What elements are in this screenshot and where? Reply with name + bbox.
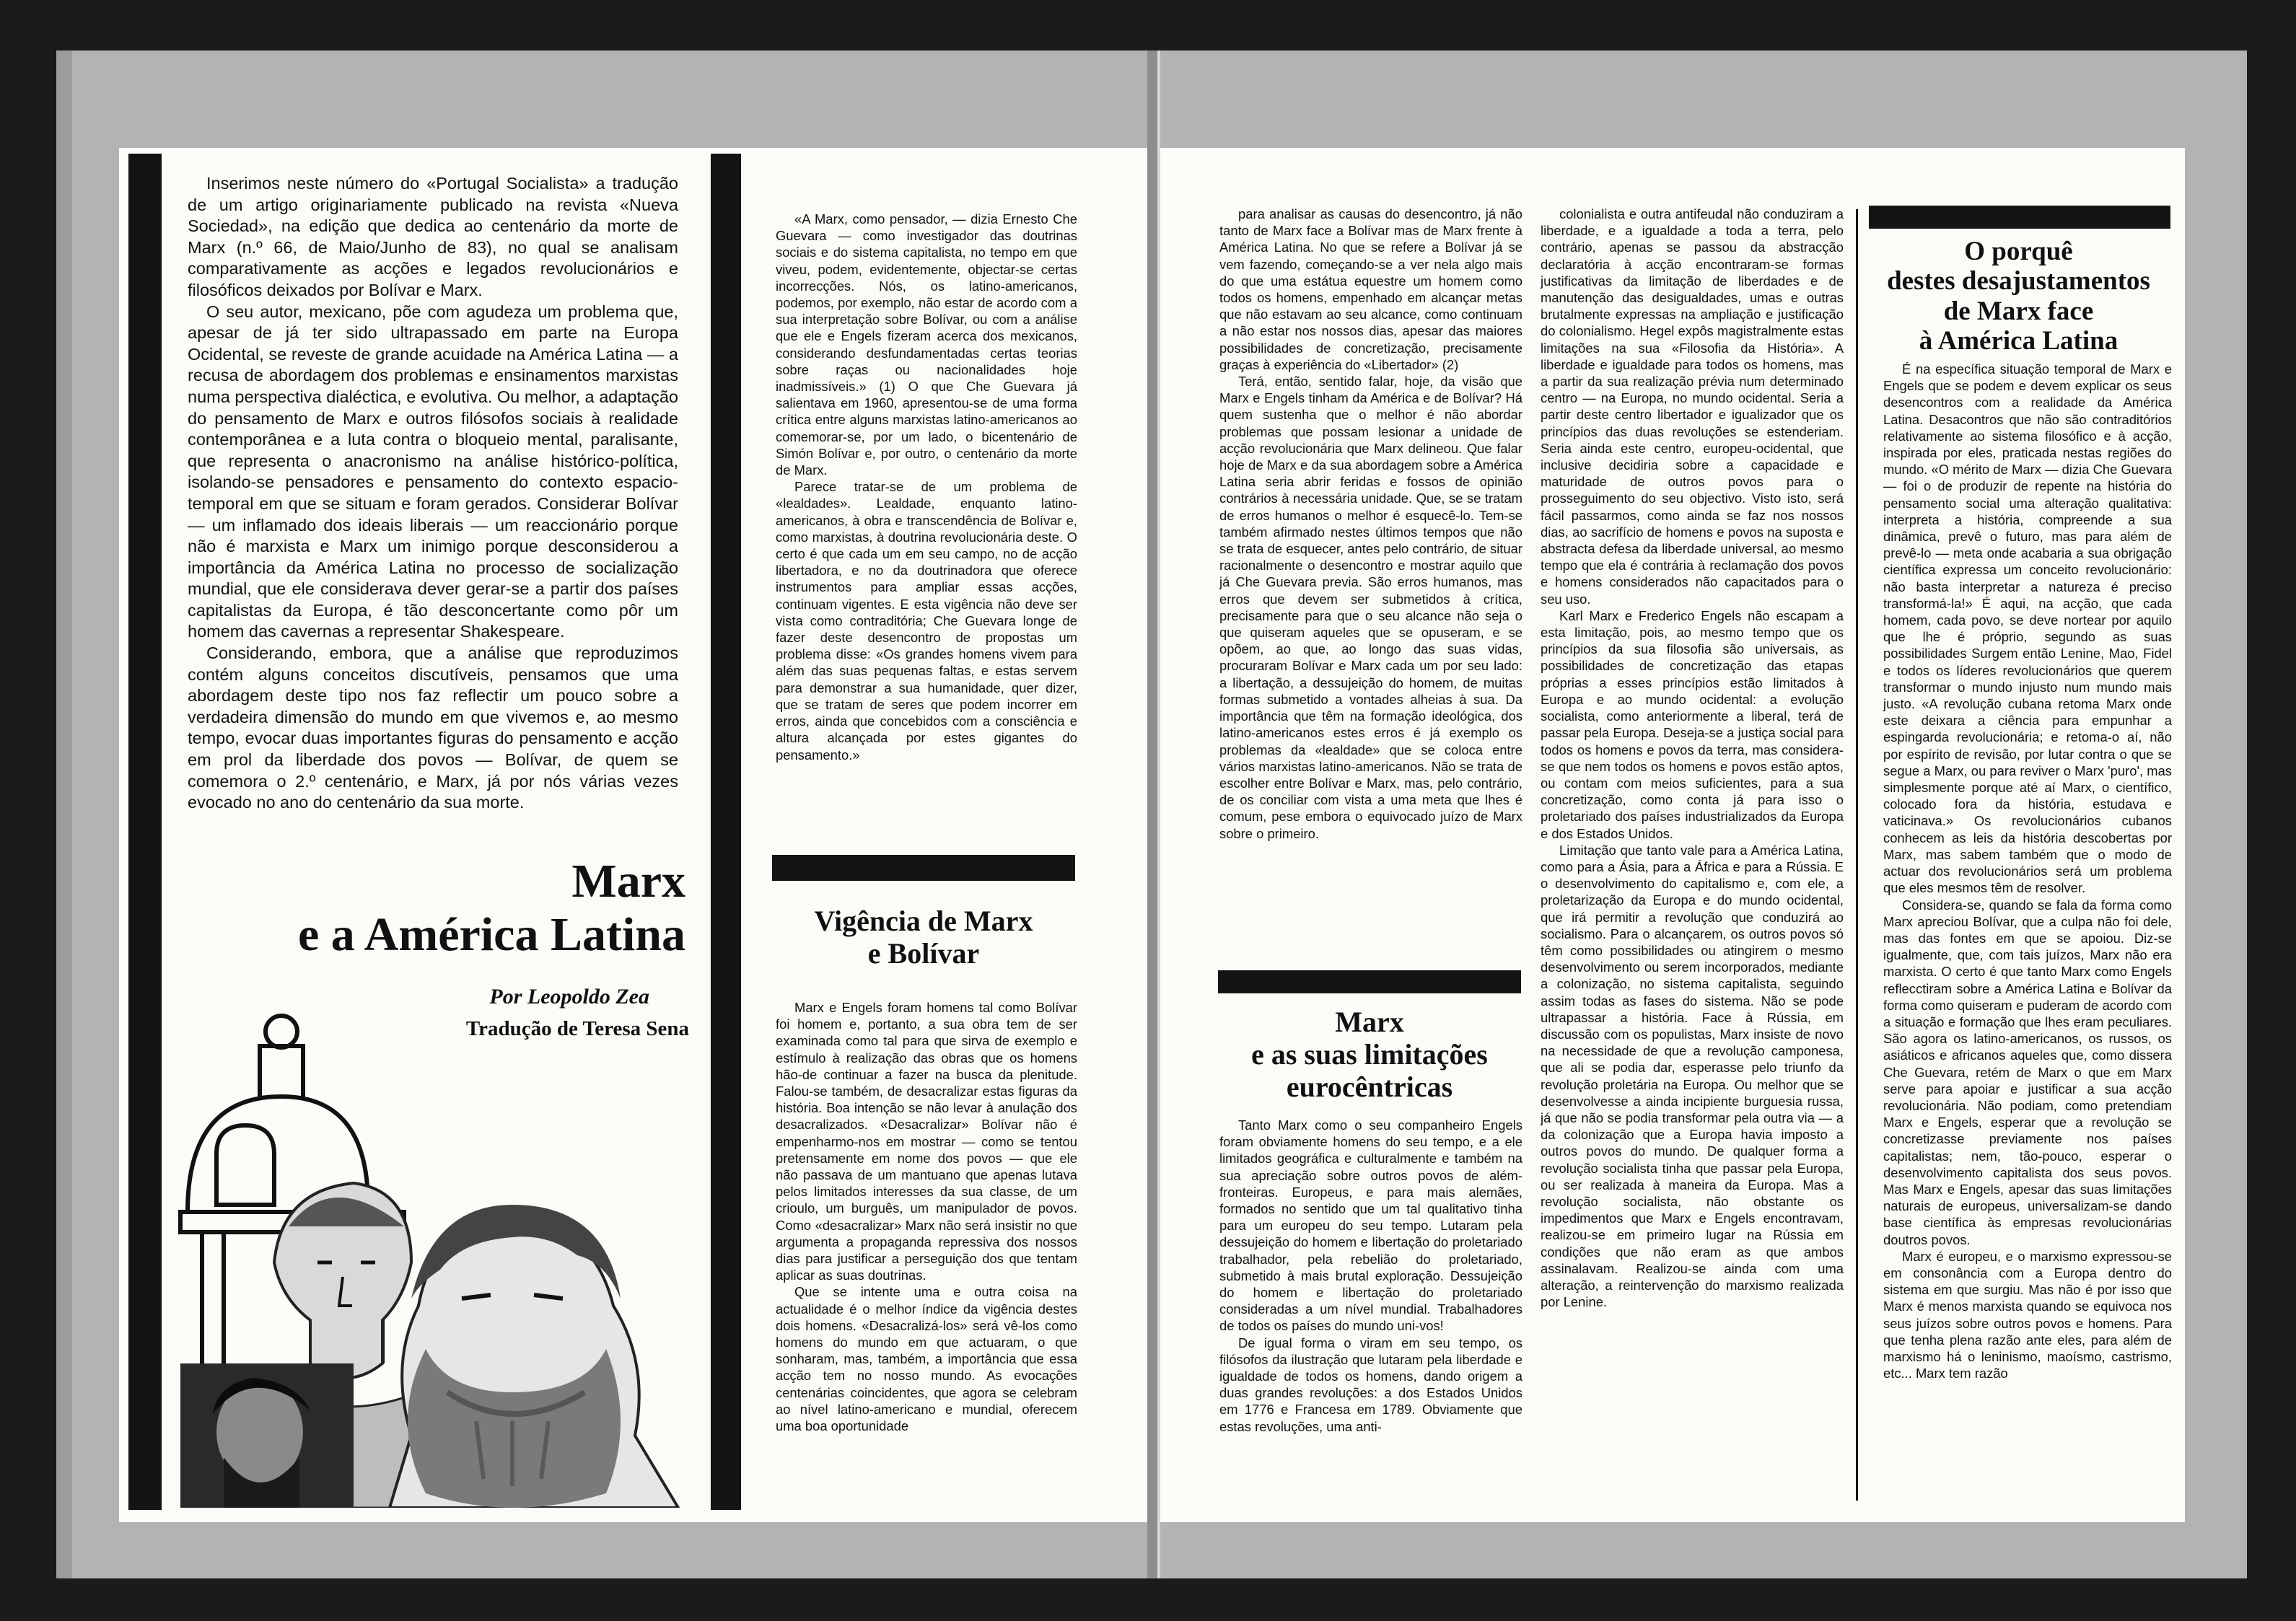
body-paragraph: Tanto Marx como o seu companheiro Engels foram obviamente homens do seu tempo, e a ele limitados geográfica e culturalmente e também na sua apreciação sobre outros povos de além-fronteiras. Europeus, e para mais alemães, formados no sentido que um tal qualitativo tinha para um europeu do seu tempo. Lutaram pela dessujeição do homem e libertação do proletariado trabalhador, pela rebelião do proletariado, submetido à mais brutal exploração. Dessujeição do homem e libertação do proletariado consideradas a um nível mundial. Trabalhadores de todos os países do mundo uni-vos! bbox=[1219, 1117, 1522, 1334]
body-paragraph: Marx e Engels foram homens tal como Bolívar foi homem e, portanto, a sua obra tem de ser examinada como tal para que sirva de exemplo e estímulo à realização das obras que os homens hão-de continuar a fazer na busca da plenitude. Falou-se também, de desacralizar estas figuras da história. Boa intenção se não levar à anulação dos desacralizados. «Desacralizar» Bolívar não é empenharmo-nos em mostrar — como se tentou pretensamente em nome dos povos — que ele não passava de um mantuano que apenas lutava pelos limitados interesses da sua classe, de um crioulo, um burguês, um manipulador de povos. Como «desacralizar» Marx não será insistir no que argumenta a propaganda repressiva dos nossos dias para justificar a perseguição dos que tentam aplicar as suas doutrinas. bbox=[776, 1000, 1077, 1283]
body-paragraph: Que se intente uma e outra coisa na actualidade é o melhor índice da vigência destes dois homens. «Desacralizá-los» será vê-los como homens do mundo em que actuaram, o que sonharam, mas, também, a importância que essa acção tem no nosso mundo. As evocações centenárias coincidentes, que agora se celebram ao nível latino-americano e mundial, oferecem uma boa oportunidade bbox=[776, 1284, 1077, 1434]
left-vertical-rule bbox=[128, 154, 162, 1510]
article-title-line: Marx bbox=[571, 855, 685, 908]
body-paragraph: «A Marx, como pensador, — dizia Ernesto Che Guevara — como investigador das doutrinas sociais e do sistema capitalista, no tempo em que viveu, podem, evidentemente, objectar-se certas incorrecções. Nós, os latino-americanos, podemos, por exemplo, não estar de acordo com a sua interpretação sobre Bolívar, ou com a análise que ele e Engels fizeram acerca dos mexicanos, considerando desfundamentadas certas teorias sobre raças ou nacionalidades hoje inadmissíveis.» (1) O que Che Guevara já salientava em 1960, apresentou-se de uma forma crítica entre alguns marxistas latino-americanos ao comemorar-se, por um lado, o bicentenário de Simón Bolívar e, por outro, o centenário da morte de Marx. bbox=[776, 211, 1077, 478]
body-paragraph: É na específica situação temporal de Marx e Engels que se podem e devem explicar os seus desencontros com a realidade da América Latina. Desacontros que não são contraditórios relativamente ao sistema filosófico e à acção, inspirada por eles, praticada nestas regiões do mundo. «O mérito de Marx — dizia Che Guevara — foi o de produzir de repente na história do pensamento social uma alteração qualitativa: interpreta a história, compreende a sua dinâmica, prevê o futuro, mas para além de prevê-lo — meta onde acabaria a sua obrigação científica expressa um conceito revolucionário: não basta interpretar a natureza é preciso transformá-la!» É aqui, na acção, que cada homem, cada povo, se deve nortear por aquilo que lhe é próprio, segundo as suas possibilidades Surgem então Lenine, Mao, Fidel e todos os líderes revolucionários que querem transformar o mundo injusto num mundo mais justo. «A revolução cubana retoma Marx onde este deixara a ciência para empunhar a espingarda revolucionária; e retoma-o aí, não por espírito de revisão, por lutar contra o que se segue a Marx, ou para reviver o Marx 'puro', mas simplesmente porque até aí Marx, o científico, colocado fora da história, estudava e vaticinava.» Os revolucionários cubanos conhecem as leis da história descobertas por Marx, mas sabem também que o modo de actuar dos revolucionários será um problema que eles mesmos têm de resolver. bbox=[1883, 361, 2172, 896]
column-4 bbox=[1541, 206, 1844, 1310]
body-paragraph: Marx é europeu, e o marxismo expressou-se em consonância com a Europa dentro do sistema em que surgiu. Mas não é por isso que Marx é menos marxista quando se equivoca nos seus juízos sobre outros povos e homens. Para que tenha plena razão ante eles, para além de marxismo há o leninismo, maoísmo, castrismo, etc... Marx tem razão bbox=[1883, 1248, 2172, 1381]
marx-portrait bbox=[390, 1205, 678, 1508]
intro-paragraph: Considerando, embora, que a análise que reproduzimos contém alguns conceitos discutíveis, pensamos que uma abordagem deste tipo nos faz reflectir um pouco sobre a verdadeira dimensão do mundo em que vivemos e, ao mesmo tempo, evocar duas importantes figuras do pensamento e acção em prol da liberdade dos povos — Bolívar, de quem se comemora o 2.º centenário, e Marx, já por nós várias vezes evocado no ano do centenário da sua morte. bbox=[188, 643, 678, 812]
section-title bbox=[1218, 1006, 1521, 1103]
portraits-illustration bbox=[173, 988, 707, 1508]
section-title-line: de Marx face bbox=[1943, 296, 2094, 326]
section-title bbox=[1865, 237, 2172, 356]
intro-paragraph: Inserimos neste número do «Portugal Socialista» a tradução de um artigo originariamente publicado na revista «Nueva Sociedad», na edição que dedica ao centenário da morte de Marx (n.º 66, de Maio/Junho de 83), no qual se analisam comparativamente as acções e legados revolucionários e filosóficos deixados por Bolívar e Marx. bbox=[188, 174, 678, 299]
section-title-line: Vigência de Marx bbox=[814, 905, 1033, 937]
section-title-line: O porquê bbox=[1964, 237, 2073, 266]
left-page-edge bbox=[56, 50, 72, 1578]
intro-paragraph: O seu autor, mexicano, põe com agudeza um problema que, apesar de já ter sido ultrapassado em parte na Europa Ocidental, se reveste de grande acuidade na América Latina — a recusa de abordagem dos problemas e ensinamentos marxistas numa perspectiva dialéctica, e evolutiva. Ou melhor, a adaptação do pensamento de Marx e outros filósofos sociais à realidade contemporânea e a luta contra o bloqueio mental, paralisante, que representa o anacronismo na análise histórico-política, isolando-se pensadores e pensamento do contexto espacio-temporal em que se situam e foram gerados. Considerar Bolívar — um inflamado dos ideais liberais — um reaccionário porque não é marxista e Marx um inimigo porque desconsiderou a importância da América Latina no processo de socialização mundial, que ele considerava dever gerar-se a partir dos países capitalistas da Europa, é tão desconcertante como pôr um homem das cavernas a representar Shakespeare. bbox=[188, 302, 678, 641]
column-divider bbox=[1856, 209, 1858, 1501]
body-paragraph: colonialista e outra antifeudal não conduziram a liberdade, e a igualdade a toda a terra, pelo contrário, apenas se passou da abstracção declaratória à acção encontraram-se formas justificativas da limitação de liberdades e de manutenção das desigualdades, umas e outras brutalmente expressas na ampliação e justificação do colonialismo. Hegel expôs magistralmente estas limitações na sua «Filosofia da História». A liberdade e igualdade para todos os homens, mas a partir da sua realização prévia num determinado centro — na Europa, no mundo ocidental. Seria a partir deste centro libertador e igualizador que os princípios das duas revoluções se estenderiam. Seria ainda este centro, europeu-ocidental, que inclusive decidiria sobre a capacidade e maturidade de outros povos para o prosseguimento do seu objectivo. Visto isto, será fácil passarmos, como ainda se faz nos nossos dias, ao sacrifício de homens e povos na suposta e abstracta defesa da liberdade universal, ao mesmo tempo que ela é contrária à reclamação dos povos e homens considerados não capacitados para o seu uso. bbox=[1541, 206, 1844, 607]
column-2-bottom bbox=[776, 999, 1077, 1434]
intro-column bbox=[188, 173, 678, 814]
section-rule bbox=[1869, 206, 2170, 229]
section-rule bbox=[772, 855, 1075, 881]
center-fold bbox=[1147, 50, 1157, 1578]
article-title bbox=[180, 855, 685, 962]
body-paragraph: Parece tratar-se de um problema de «lealdades». Lealdade, enquanto latino-americanos, à obra e transcendência de Bolívar e, como marxistas, à doutrina revolucionária deste. O certo é que cada um em seu campo, no de acção libertadora, e no da doutrinadora que oferece instrumentos para ampliar essas acções, continuam vigentes. E esta vigência não deve ser vista como contraditória; Che Guevara longe de fazer deste desencontro de propostas um problema disse: «Os grandes homens vivem para além das suas pequenas faltas, e estas servem para demonstrar a sua humanidade, quer dizer, que se tratam de seres que podem incorrer em erros, ainda que concebidos com a consciência e altura alcançada por estes gigantes do pensamento.» bbox=[776, 479, 1077, 763]
section-rule bbox=[1218, 970, 1521, 993]
section-title-line: Marx bbox=[1335, 1006, 1404, 1038]
column-3-top bbox=[1219, 206, 1522, 842]
body-paragraph: Karl Marx e Frederico Engels não escapam a esta limitação, pois, ao mesmo tempo que os princípios da sua filosofia são universais, as possibilidades de concretização das etapas próprias a esses princípios estão limitados à Europa e ao mundo ocidental: a evolução socialista, como anteriormente a liberal, terá de passar pela Europa. Deseja-se a justiça social para todos os homens e povos da terra, mas considera-se que nem todos os homens e povos estão aptos, ou contam com meios suficientes, para a sua concretização, como conta já para isso o proletariado dos países industrializados da Europa e dos Estados Unidos. bbox=[1541, 607, 1844, 841]
body-paragraph: Considera-se, quando se fala da forma como Marx apreciou Bolívar, que a culpa não foi dele, mas das fontes em que se apoiou. Diz-se igualmente, que, com tais juízos, Marx não era marxista. O certo é que tanto Marx como Engels reflecctiram sobre a América Latina e Bolívar da forma como quiseram e puderam de acordo com a situação e formação que lhes eram peculiares. São agora os latino-americanos, os russos, os asiáticos e africanos aqueles que, como dissera Che Guevara, retém de Marx o que em Marx serve para apoiar e justificar a sua acção revolucionária. Não podiam, como pretendiam Marx e Engels, esperar que a revolução se concretizasse previamente nos países capitalistas; nem, tão-pouco, esperar o desenvolvimento capitalista dos seus povos. Mas Marx e Engels, apesar das suas limitações naturais de europeus, universalizam-se dando base científica às empresas revolucionárias doutros povos. bbox=[1883, 897, 2172, 1247]
section-title-line: e Bolívar bbox=[867, 936, 980, 970]
che-guevara-photo bbox=[180, 1363, 354, 1508]
column-2-top bbox=[776, 211, 1077, 763]
section-title bbox=[772, 905, 1075, 970]
article-title-line: e a América Latina bbox=[297, 908, 685, 961]
column-5 bbox=[1883, 361, 2172, 1381]
body-paragraph: Limitação que tanto vale para a América Latina, como para a Ásia, para a África e para a Rússia. E o desenvolvimento do capitalismo e, com ele, a proletarização da Europa e do mundo ocidental, que irá permitir a revolução que conduzirá ao socialismo. Para o alcançarem, os outros povos só têm como possibilidades ou atingirem o mesmo desenvolvimento ou serem incorporados, mediante a colonização, no sistema capitalista, seguindo assim todas as fases do sistema. Não se pode ultrapassar a história. Face à Rússia, em discussão com os populistas, Marx insiste de novo na necessidade de que a revolução camponesa, que ali se podia dar, esperasse pelo triunfo da revolução proletária na Europa. Ou melhor que se desenvolvesse a ainda incipiente burguesia russa, já que não se podia transformar pela outra via — a da colonização que a Europa havia imposto a outros povos do mundo. De qualquer forma a revolução socialista tinha que passar pela Europa, ou ser realizada à maneira da Europa. Mas a revolução socialista, não obstante os impedimentos que Marx e Engels encontravam, realizou-se em primeiro lugar na Rússia em condições que não eram as que ambos assinalavam. Realizou-se ainda com uma alteração, a reintervenção do marxismo realizada por Lenine. bbox=[1541, 842, 1844, 1310]
body-paragraph: para analisar as causas do desencontro, já não tanto de Marx face a Bolívar mas de Marx frente à América Latina. No que se refere a Bolívar já se vem fazendo, começando-se a ver nela algo mais do que uma estátua equestre um homem como todos os homens, empenhado em alcançar metas que não estavam ao seu alcance, como continuam a não estar nos nossos dias, apesar das maiores possibilidades de concretização, precisamente graças à experiência do «Libertador» (2) bbox=[1219, 206, 1522, 372]
section-title-line: à América Latina bbox=[1919, 326, 2118, 356]
column-3-bottom bbox=[1219, 1117, 1522, 1435]
translator-byline: Tradução de Teresa Sena bbox=[465, 1017, 689, 1040]
section-title-line: destes desajustamentos bbox=[1887, 266, 2150, 296]
body-paragraph: Terá, então, sentido falar, hoje, da visão que Marx e Engels tinham da América e de Bolívar? Há quem sustenha que o melhor é não abordar problemas que possam lesionar a unidade de acção revolucionária que Marx delineou. Que falar hoje de Marx e da sua abordagem sobre a América Latina seria abrir feridas e fossos de opinião contrários à necessária unidade. Que, se se tratam de erros humanos o melhor é esquecê-lo. Tem-se também afirmado nestes últimos tempos que não se trata de esquecer, antes pelo contrário, de situar racionalmente o desencontro e mostrar aquilo que já Che Guevara previa. São erros humanos, mas erros que devem ser submetidos à crítica, precisamente para que o seu alcance não seja o que quiseram aqueles que se opuseram, e se opõem, ao que, ao longo das suas vidas, procuraram Bolívar e Marx cada um por seu lado: a libertação, a dessujeição do homem, de muitas formas submetido a vontades alheias à sua. Da importância que têm na formação ideológica, dos latino-americanos estes erros é já exemplo os problemas da «lealdade» que se coloca entre vários marxistas latino-americanos. Não se trata de escolher entre Bolívar e Marx, mas, pelo contrário, de os conciliar com vista a uma meta que lhes é comum, pese embora o equivocado juízo de Marx sobre o primeiro. bbox=[1219, 374, 1522, 841]
gutter-rule-left bbox=[711, 154, 741, 1510]
author-byline: Por Leopoldo Zea bbox=[489, 985, 649, 1009]
section-title-line: e as suas limitações bbox=[1251, 1037, 1488, 1071]
body-paragraph: De igual forma o viram em seu tempo, os filósofos da ilustração que lutaram pela liberdade e igualdade de todos os homens, dando origem a duas grandes revoluções: a dos Estados Unidos em 1776 e Francesa em 1789. Obviamente que estas revoluções, uma anti- bbox=[1219, 1335, 1522, 1434]
section-title-line: eurocêntricas bbox=[1286, 1070, 1453, 1103]
